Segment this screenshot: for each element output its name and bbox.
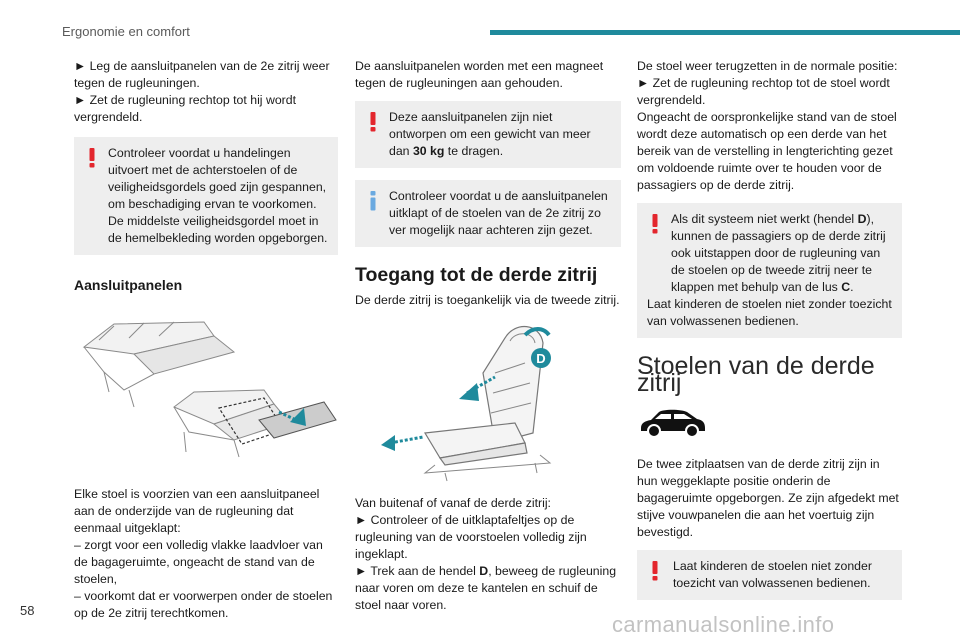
- body-text: De aansluitpanelen worden met een magneet tegen de rugleuningen aan gehouden.: [355, 59, 604, 90]
- warning-icon: [647, 561, 663, 581]
- subheading: Aansluitpanelen: [74, 277, 183, 293]
- info-icon: [365, 191, 381, 211]
- car-icon: [637, 406, 707, 440]
- lever-label-d: D: [536, 351, 546, 366]
- list-item: – zorgt voor een volledig vlakke laadvloer van de bagageruimte, ongeacht de stand van de stoelen,: [74, 538, 323, 586]
- column-2: [355, 58, 621, 614]
- chapter-heading: Stoelen van de derde zitrij: [637, 352, 875, 397]
- instruction-step: ► Leg de aansluitpanelen van de 2e zitrij weer tegen de rugleuningen.: [74, 59, 330, 90]
- instruction-step: ► Controleer of de uitklaptafeltjes op de rugleuning van de voorstoelen volledig zijn ingeklapt.: [355, 513, 587, 561]
- warning-icon: [365, 112, 381, 132]
- body-text: De derde zitrij is toegankelijk via de tweede zitrij.: [355, 293, 620, 307]
- info-box: [355, 180, 621, 247]
- warning-icon: [84, 148, 100, 168]
- instruction-step: ► Zet de rugleuning rechtop tot hij wordt vergrendeld.: [74, 93, 297, 124]
- seat-lever-illustration: [365, 313, 595, 483]
- body-text: Elke stoel is voorzien van een aansluitpaneel aan de onderzijde van de rugleuning dat eenmaal uitgeklapt:: [74, 487, 320, 535]
- info-text: Controleer voordat u de aansluitpanelen uitklapt of de stoelen van de 2e zitrij zo ver mogelijk naar achteren zijn gezet.: [389, 189, 608, 237]
- instruction-step: ► Zet de rugleuning rechtop tot de stoel wordt vergrendeld.: [637, 76, 890, 107]
- body-text: Van buitenaf of vanaf de derde zitrij:: [355, 496, 551, 510]
- warning-text: Laat kinderen de stoelen niet zonder toezicht van volwassenen bedienen.: [647, 297, 892, 328]
- warning-box: [637, 203, 902, 338]
- instruction-step: ► Trek aan de hendel D, beweeg de rugleuning naar voren om deze te kantelen en schuif de stoel naar voren.: [355, 564, 617, 612]
- body-text: Ongeacht de oorspronkelijke stand van de stoel wordt deze automatisch op een derde van het bereik van de verstelling in lengterichting gezet om voldoende ruimte over te houden voor de passagiers op de derde zitrij.: [637, 110, 897, 192]
- warning-text: Deze aansluitpanelen zijn niet ontworpen om een gewicht van meer dan 30 kg te dragen.: [389, 110, 591, 158]
- connection-panels-illustration: [74, 312, 338, 462]
- page-number: 58: [20, 603, 35, 618]
- warning-box: [74, 137, 338, 255]
- watermark: carmanualsonline.info: [612, 612, 835, 637]
- list-item: – voorkomt dat er voorwerpen onder de stoelen op de 2e zitrij terechtkomen.: [74, 589, 333, 620]
- body-text: De twee zitplaatsen van de derde zitrij zijn in hun weggeklapte positie onderin de bagageruimte opgeborgen. Ze zijn afgedekt met stijve vouwpanelen die aan het voertuig zijn bevestigd.: [637, 457, 899, 539]
- column-1: [74, 58, 338, 622]
- warning-text: Laat kinderen de stoelen niet zonder toezicht van volwassenen bedienen.: [673, 559, 872, 590]
- warning-text: Controleer voordat u handelingen uitvoert met de achterstoelen of de veiligheidsgordels goed zijn gespannen, om beschadiging ervan te voorkomen. De middelste veiligheidsgordel moet in de hemelbekleding worden opgeborgen.: [108, 146, 328, 245]
- warning-icon: [647, 214, 663, 234]
- warning-box: [637, 550, 902, 600]
- section-title: Ergonomie en comfort: [62, 24, 190, 39]
- body-text: De stoel weer terugzetten in de normale positie:: [637, 59, 898, 73]
- warning-text: Als dit systeem niet werkt (hendel D), kunnen de passagiers op de derde zitrij ook uitstappen door de rugleuning van de stoelen op de tweede zitrij neer te klappen met behulp van de lus C.: [671, 212, 886, 294]
- column-3: [637, 58, 902, 612]
- section-heading: Toegang tot de derde zitrij: [355, 264, 598, 286]
- warning-box: [355, 101, 621, 168]
- header-accent-bar: [490, 30, 960, 35]
